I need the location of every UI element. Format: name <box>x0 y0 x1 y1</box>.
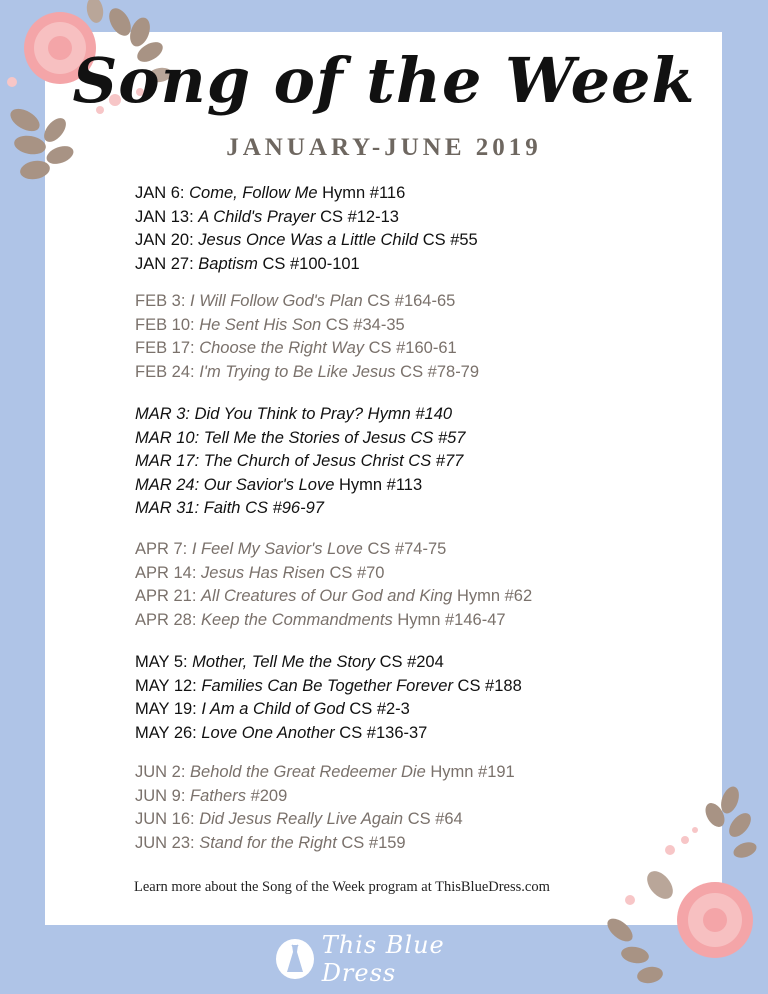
list-item: MAR 24: Our Savior's Love Hymn #113 <box>135 475 423 494</box>
month-list-march <box>135 403 466 521</box>
list-item: JAN 6: Come, Follow Me Hymn #116 <box>135 184 406 202</box>
month-list-april <box>135 538 532 632</box>
month-list-february <box>135 290 479 384</box>
month-list-may <box>135 651 522 745</box>
month-list-june <box>135 761 515 855</box>
list-item: MAY 5: Mother, Tell Me the Story CS #204 <box>135 653 444 671</box>
page-title: Song of the Week <box>72 44 696 117</box>
list-item: JAN 13: A Child's Prayer CS #12-13 <box>135 207 399 226</box>
list-item: MAR 10: Tell Me the Stories of Jesus CS #57 <box>135 428 466 447</box>
list-item: JAN 20: Jesus Once Was a Little Child CS #55 <box>135 231 478 250</box>
list-item: JUN 23: Stand for the Right CS #159 <box>135 833 406 852</box>
list-item: APR 14: Jesus Has Risen CS #70 <box>135 563 385 582</box>
list-item: MAR 3: Did You Think to Pray? Hymn #140 <box>135 405 453 423</box>
list-item: FEB 24: I'm Trying to Be Like Jesus CS #78-79 <box>135 362 480 381</box>
dress-icon <box>276 939 314 979</box>
list-item: MAR 31: Faith CS #96-97 <box>135 499 324 518</box>
page-subtitle: JANUARY-JUNE 2019 <box>226 134 542 161</box>
list-item: JUN 2: Behold the Great Redeemer Die Hymn #191 <box>135 763 515 781</box>
brand-name: This Blue Dress <box>321 931 445 987</box>
list-item: FEB 10: He Sent His Son CS #34-35 <box>135 315 405 334</box>
footer-note: Learn more about the Song of the Week program at ThisBlueDress.com <box>134 879 550 895</box>
list-item: APR 21: All Creatures of Our God and King Hymn #62 <box>135 587 533 606</box>
list-item: APR 28: Keep the Commandments Hymn #146-47 <box>135 610 506 629</box>
list-item: MAR 17: The Church of Jesus Christ CS #77 <box>135 452 464 471</box>
list-item: MAY 26: Love One Another CS #136-37 <box>135 723 428 742</box>
list-item: APR 7: I Feel My Savior's Love CS #74-75 <box>135 540 447 558</box>
list-item: JAN 27: Baptism CS #100-101 <box>135 254 360 273</box>
list-item: JUN 16: Did Jesus Really Live Again CS #64 <box>135 810 463 829</box>
list-item: FEB 17: Choose the Right Way CS #160-61 <box>135 339 457 358</box>
list-item: FEB 3: I Will Follow God's Plan CS #164-65 <box>135 292 456 310</box>
list-item: JUN 9: Fathers #209 <box>135 786 288 805</box>
month-list-january <box>135 182 478 276</box>
list-item: MAY 12: Families Can Be Together Forever CS #188 <box>135 676 522 695</box>
floral-bottom-right-icon <box>600 780 768 994</box>
list-item: MAY 19: I Am a Child of God CS #2-3 <box>135 700 410 719</box>
brand-footer <box>276 931 516 987</box>
